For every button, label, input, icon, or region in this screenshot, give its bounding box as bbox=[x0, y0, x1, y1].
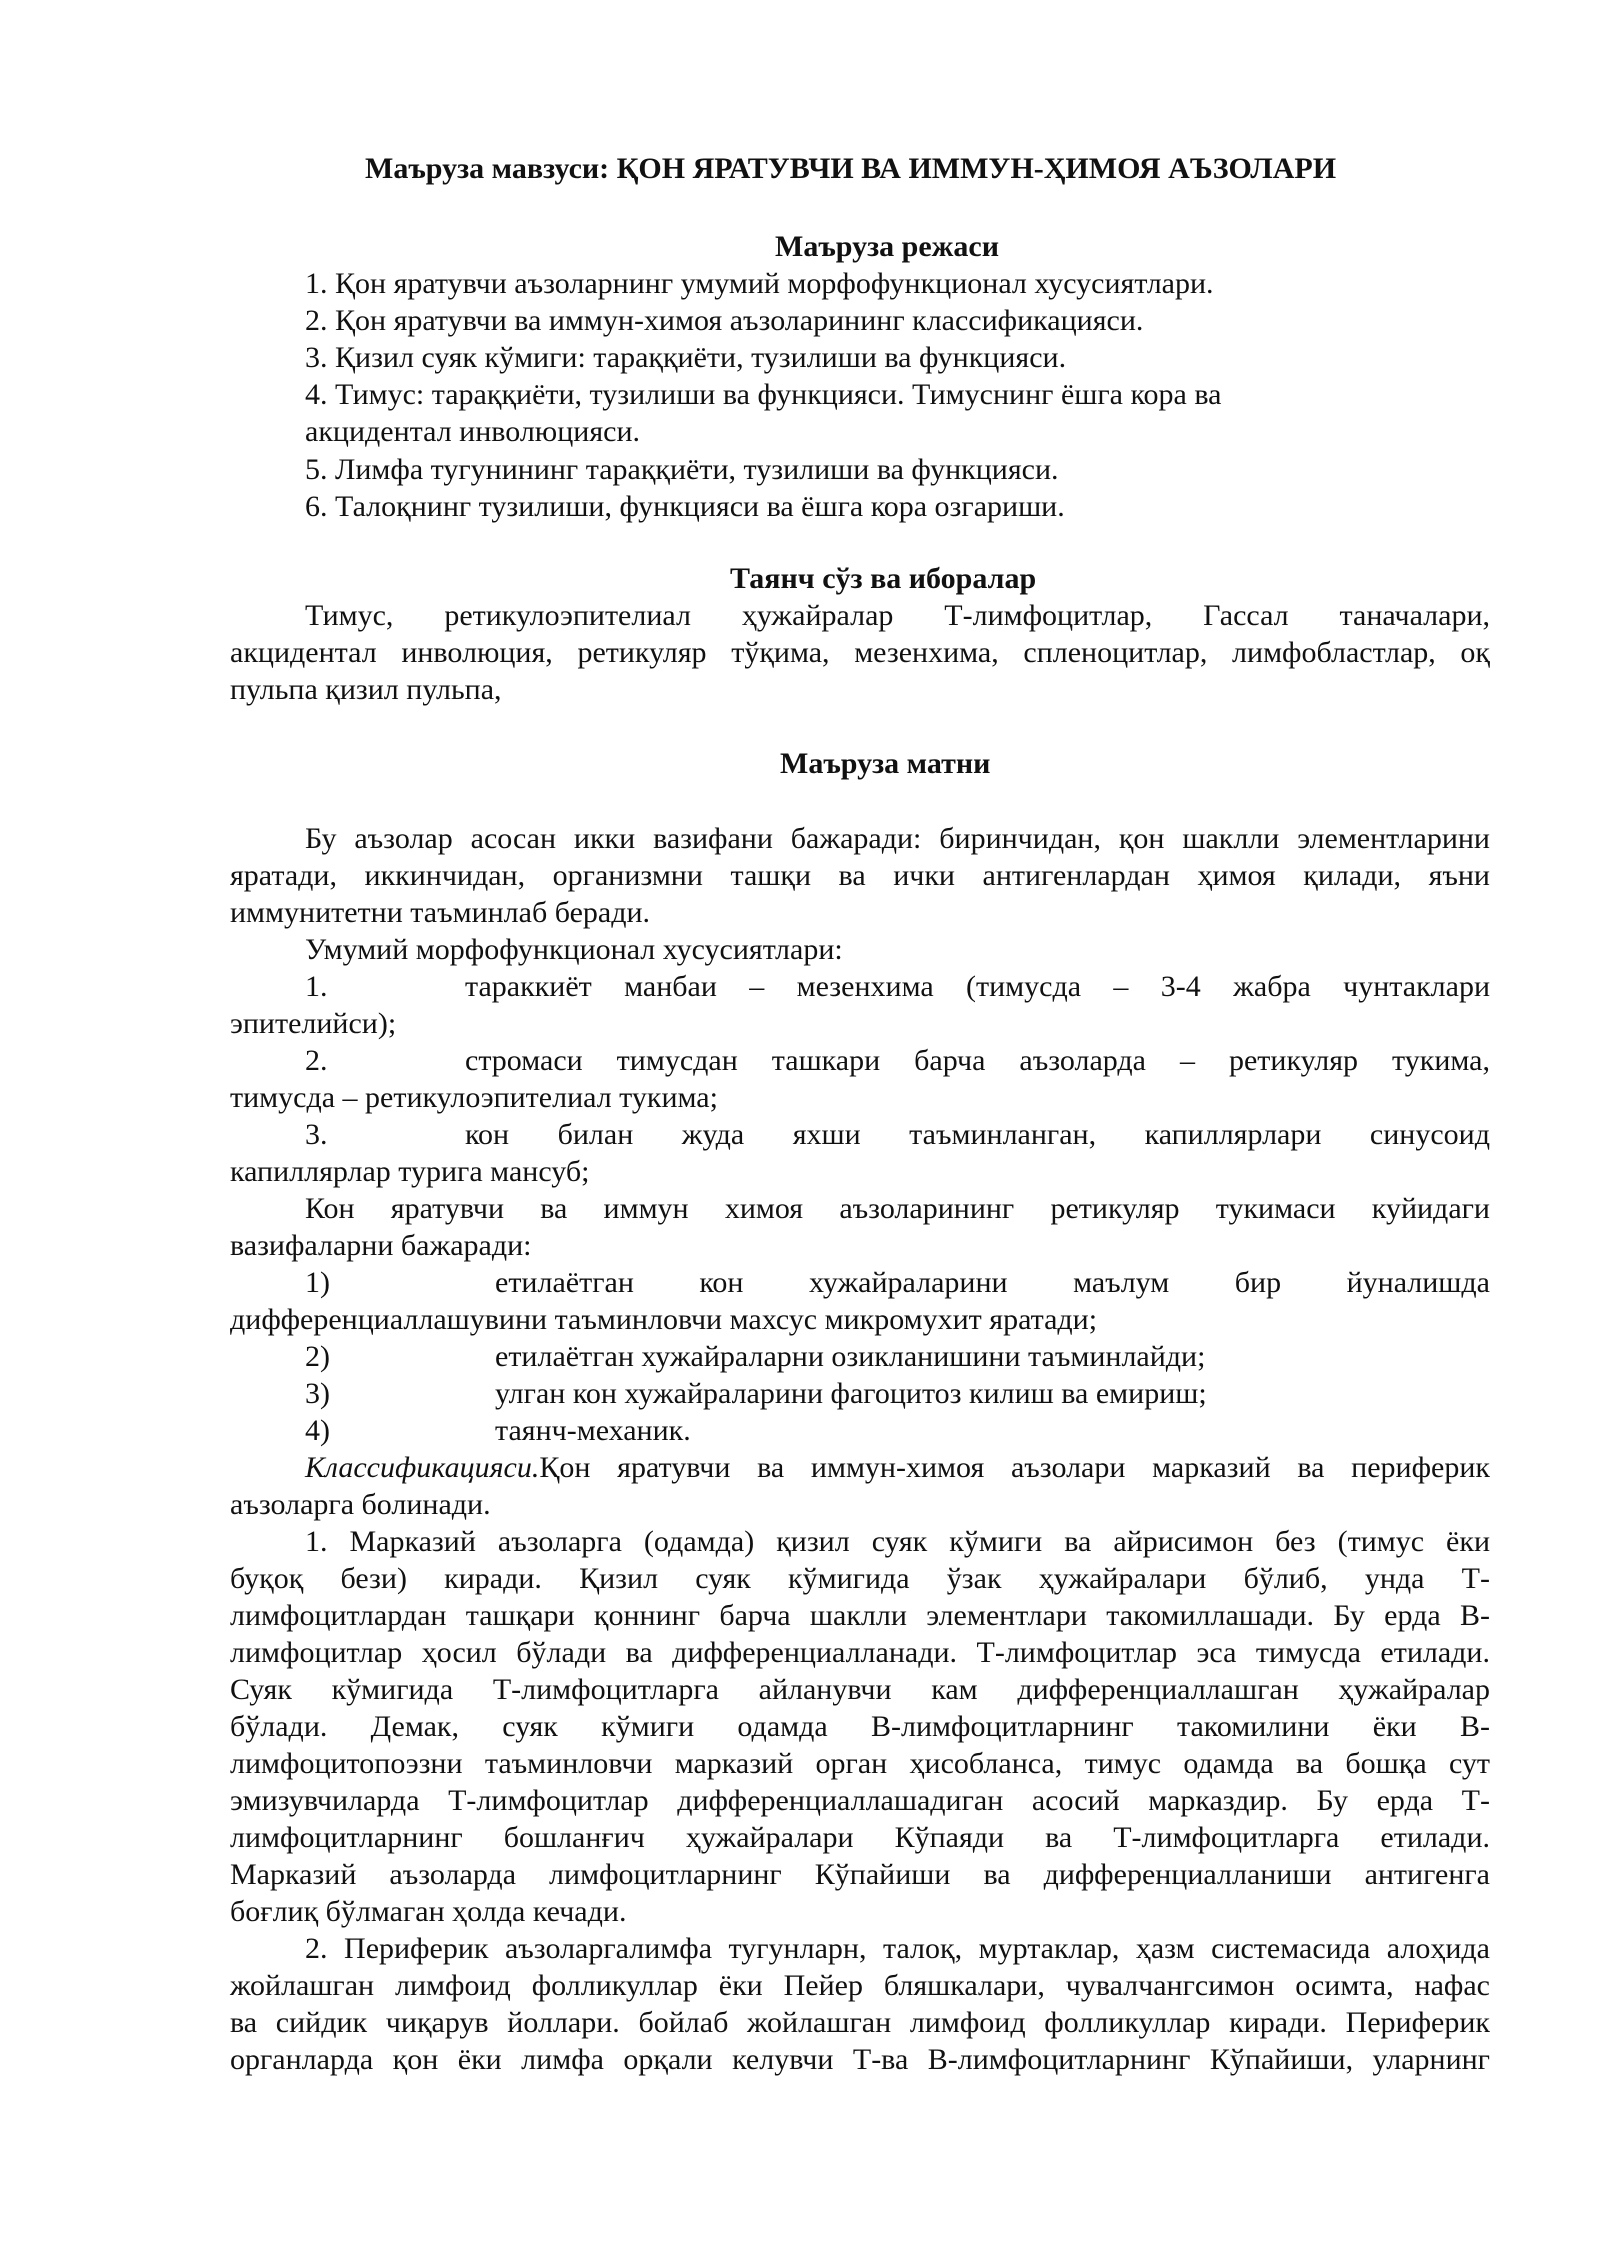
central-organs-paragraph bbox=[230, 1523, 1490, 1930]
function-item bbox=[495, 1264, 1490, 1301]
peripheral-line: ва сийдик чиқарув йоллари. бойлаб жойлашган лимфоид фолликуллар киради. Периферик bbox=[230, 2006, 1490, 2039]
plan-item: 6. Талоқнинг тузилиши, функцияси ва ёшга кора озгариши. bbox=[305, 490, 1065, 523]
intro-paragraph bbox=[230, 820, 1490, 931]
general-item-number: 1. bbox=[305, 970, 328, 1003]
classification-text: Қон яратувчи ва иммун-химоя аъзолари марказий ва периферик bbox=[539, 1451, 1490, 1484]
keywords-heading: Таянч сўз ва иборалар bbox=[730, 562, 1037, 595]
central-line: Марказий аъзоларда лимфоцитларнинг Кўпайиши ва дифференциалланиши антигенга bbox=[230, 1858, 1490, 1891]
function-number: 4) bbox=[305, 1414, 330, 1447]
intro-line: Бу аъзолар асосан икки вазифани бажаради: биринчидан, қон шаклли элементларини bbox=[305, 822, 1490, 855]
function-number: 3) bbox=[305, 1377, 330, 1410]
function-text: етилаётган хужайраларни озикланишини таъминлайди; bbox=[495, 1340, 1206, 1373]
central-line: эмизувчиларда Т-лимфоцитлар дифференциаллашадиган асосий марказдир. Бу ерда Т- bbox=[230, 1784, 1490, 1817]
plan-item: 2. Қон яратувчи ва иммун-химоя аъзоларининг классификацияси. bbox=[305, 304, 1144, 337]
general-item-rest: капиллярлар турига мансуб; bbox=[230, 1155, 590, 1188]
function-rest: дифференциаллашувини таъминловчи махсус микромухит яратади; bbox=[230, 1303, 1098, 1336]
keywords-paragraph bbox=[230, 597, 1490, 708]
central-line: боғлиқ бўлмаган ҳолда кечади. bbox=[230, 1895, 627, 1928]
plan-item: 1. Қон яратувчи аъзоларнинг умумий морфофункционал хусусиятлари. bbox=[305, 267, 1214, 300]
general-item bbox=[465, 1042, 1490, 1079]
plan-item: 3. Қизил суяк кўмиги: тараққиёти, тузилиши ва функцияси. bbox=[305, 341, 1067, 374]
keywords-line: Тимус, ретикулоэпителиал ҳужайралар Т-лимфоцитлар, Гассал таначалари, bbox=[305, 599, 1490, 632]
general-item-text: кон билан жуда яхши таъминланган, капиллярлари синусоид bbox=[465, 1118, 1490, 1151]
general-item-number: 2. bbox=[305, 1044, 328, 1077]
general-item-text: тараккиёт манбаи – мезенхима (тимусда – 3-4 жабра чунтаклари bbox=[465, 970, 1490, 1003]
peripheral-organs-paragraph bbox=[230, 1930, 1490, 2078]
reticular-line: вазифаларни бажаради: bbox=[230, 1229, 532, 1262]
central-line: бўлади. Демак, суяк кўмиги одамда В-лимфоцитларнинг такомилини ёки В- bbox=[230, 1710, 1490, 1743]
reticular-paragraph bbox=[230, 1190, 1490, 1264]
keywords-line: пульпа қизил пульпа, bbox=[230, 673, 502, 706]
central-line: Суяк кўмигида Т-лимфоцитларга айланувчи кам дифференциаллашган ҳужайралар bbox=[230, 1673, 1490, 1706]
classification-label: Классификацияси. bbox=[305, 1451, 540, 1484]
central-line: лимфоцитлар ҳосил бўлади ва дифференциалланади. Т-лимфоцитлар эса тимусда етилади. bbox=[230, 1636, 1490, 1669]
peripheral-line: 2. Периферик аъзоларгалимфа тугунларн, талоқ, муртаклар, ҳазм системасида алоҳида bbox=[305, 1932, 1490, 1965]
intro-line: иммунитетни таъминлаб беради. bbox=[230, 896, 651, 929]
plan-item: акцидентал инволюцияси. bbox=[305, 415, 640, 448]
function-text: етилаётган кон хужайраларини маълум бир йуналишда bbox=[495, 1266, 1490, 1299]
peripheral-line: органларда қон ёки лимфа орқали келувчи Т-ва В-лимфоцитларнинг Кўпайиши, уларнинг bbox=[230, 2043, 1490, 2076]
function-number: 1) bbox=[305, 1266, 330, 1299]
general-item-number: 3. bbox=[305, 1118, 328, 1151]
central-line: буқоқ бези) киради. Қизил суяк кўмигида ўзак ҳужайралари бўлиб, унда Т- bbox=[230, 1562, 1490, 1595]
general-item-rest: тимусда – ретикулоэпителиал тукима; bbox=[230, 1081, 718, 1114]
text-heading: Маъруза матни bbox=[780, 747, 991, 780]
function-text: таянч-механик. bbox=[495, 1414, 691, 1447]
general-item bbox=[465, 968, 1490, 1005]
central-line: лимфоцитлардан ташқари қоннинг барча шаклли элементлари такомиллашади. Бу ерда В- bbox=[230, 1599, 1490, 1632]
plan-item: 5. Лимфа тугунининг тараққиёти, тузилиши ва функцияси. bbox=[305, 453, 1059, 486]
general-item bbox=[465, 1116, 1490, 1153]
keywords-line: акцидентал инволюция, ретикуляр тўқима, мезенхима, спленоцитлар, лимфобластлар, оқ bbox=[230, 636, 1490, 669]
central-line: лимфоцитопоэзни таъминловчи марказий орган ҳисобланса, тимус одамда ва бошқа сут bbox=[230, 1747, 1490, 1780]
classification-paragraph bbox=[305, 1449, 1490, 1486]
reticular-line: Кон яратувчи ва иммун химоя аъзоларининг ретикуляр тукимаси куйидаги bbox=[305, 1192, 1490, 1225]
central-line: лимфоцитларнинг бошланғич ҳужайралари Кўпаяди ва Т-лимфоцитларга етилади. bbox=[230, 1821, 1490, 1854]
function-text: улган кон хужайраларини фагоцитоз килиш ва емириш; bbox=[495, 1377, 1207, 1410]
peripheral-line: жойлашган лимфоид фолликуллар ёки Пейер бляшкалари, чувалчангсимон осимта, нафас bbox=[230, 1969, 1490, 2002]
intro-line: яратади, иккинчидан, организмни ташқи ва ички антигенлардан ҳимоя қилади, яъни bbox=[230, 859, 1490, 892]
general-item-text: стромаси тимусдан ташкари барча аъзоларда – ретикуляр тукима, bbox=[465, 1044, 1490, 1077]
plan-heading: Маъруза режаси bbox=[775, 230, 1000, 263]
plan-item: 4. Тимус: тараққиёти, тузилиши ва функцияси. Тимуснинг ёшга кора ва bbox=[305, 378, 1222, 411]
function-number: 2) bbox=[305, 1340, 330, 1373]
general-heading: Умумий морфофункционал хусусиятлари: bbox=[305, 933, 843, 966]
classification-line bbox=[305, 1449, 1490, 1486]
general-item-rest: эпителийси); bbox=[230, 1007, 397, 1040]
classification-rest: аъзоларга болинади. bbox=[230, 1488, 491, 1521]
central-line: 1. Марказий аъзоларга (одамда) қизил суяк кўмиги ва айрисимон без (тимус ёки bbox=[305, 1525, 1490, 1558]
lecture-title: Маъруза мавзуси: ҚОН ЯРАТУВЧИ ВА ИММУН-ҲИМОЯ АЪЗОЛАРИ bbox=[365, 152, 1337, 185]
